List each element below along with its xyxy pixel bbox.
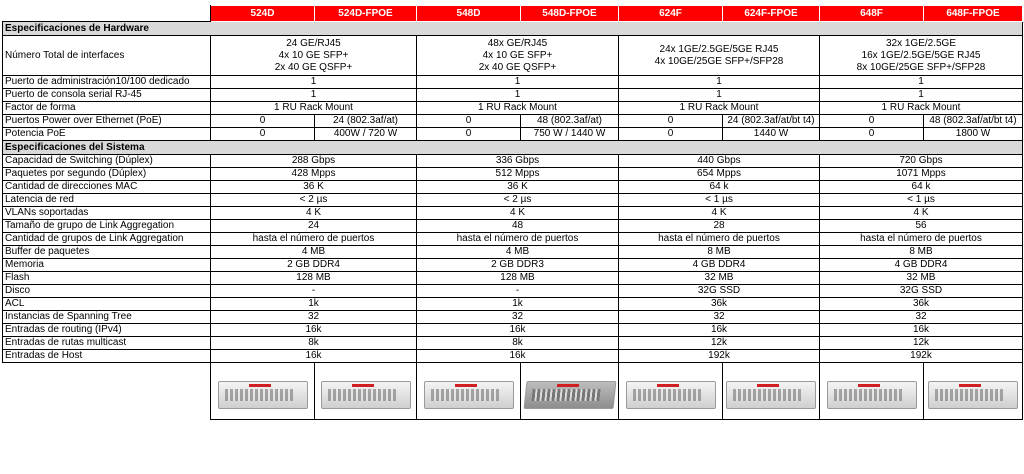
interfaces-cell (619, 36, 820, 76)
row-label: ACL (3, 298, 211, 311)
table-cell: 0 (417, 115, 521, 128)
switch-524D-image (211, 363, 315, 420)
table-cell: 4 K (820, 207, 1023, 220)
spec-table (2, 5, 1023, 420)
product-image-row (3, 363, 1023, 420)
interface-line: 32x 1GE/2.5GE (885, 37, 957, 49)
row-label: Memoria (3, 259, 211, 272)
switch-524D-FPOE-image (315, 363, 417, 420)
table-cell: < 2 µs (211, 194, 417, 207)
table-cell: 1440 W (723, 128, 820, 141)
table-cell: 32 MB (619, 272, 820, 285)
table-cell: 32G SSD (820, 285, 1023, 298)
table-row (3, 220, 1023, 233)
section-row (3, 22, 1023, 36)
table-cell: 32 MB (820, 272, 1023, 285)
switch-548D-FPOE-image (521, 363, 619, 420)
table-cell: 1 (211, 76, 417, 89)
table-cell: 16k (820, 324, 1023, 337)
table-cell: 512 Mpps (417, 168, 619, 181)
row-label: Puerto de consola serial RJ-45 (3, 89, 211, 102)
section-title-hardware: Especificaciones de Hardware (3, 22, 1023, 36)
table-row (3, 89, 1023, 102)
table-cell: 36k (820, 298, 1023, 311)
interfaces-cell (211, 36, 417, 76)
table-cell: 36 K (211, 181, 417, 194)
model-header: 548D-FPOE (521, 6, 619, 22)
table-cell: hasta el número de puertos (619, 233, 820, 246)
table-cell: < 1 µs (619, 194, 820, 207)
model-header: 524D-FPOE (315, 6, 417, 22)
row-label: Puertos Power over Ethernet (PoE) (3, 115, 211, 128)
table-cell: 0 (619, 128, 723, 141)
table-row (3, 36, 1023, 76)
table-cell: 36k (619, 298, 820, 311)
table-cell: - (211, 285, 417, 298)
table-cell: 1 RU Rack Mount (820, 102, 1023, 115)
table-cell: 32 (820, 311, 1023, 324)
table-row (3, 115, 1023, 128)
table-row (3, 298, 1023, 311)
table-cell: 288 Gbps (211, 155, 417, 168)
table-cell: 192k (820, 350, 1023, 363)
row-label: Factor de forma (3, 102, 211, 115)
row-label: Buffer de paquetes (3, 246, 211, 259)
table-cell: 64 k (820, 181, 1023, 194)
table-cell: 0 (211, 128, 315, 141)
interfaces-cell (820, 36, 1023, 76)
table-row (3, 337, 1023, 350)
table-row (3, 324, 1023, 337)
table-cell: 4 MB (417, 246, 619, 259)
row-label: Instancias de Spanning Tree (3, 311, 211, 324)
table-row (3, 259, 1023, 272)
row-label: Número Total de interfaces (3, 36, 211, 76)
model-header: 624F-FPOE (723, 6, 820, 22)
table-row (3, 246, 1023, 259)
table-row (3, 76, 1023, 89)
table-cell: 64 k (619, 181, 820, 194)
table-row (3, 311, 1023, 324)
interface-line: 48x GE/RJ45 (487, 37, 548, 49)
table-cell: 12k (820, 337, 1023, 350)
table-cell: 336 Gbps (417, 155, 619, 168)
interface-line: 2x 40 GE QSFP+ (274, 61, 353, 73)
row-label: Entradas de routing (IPv4) (3, 324, 211, 337)
table-row (3, 233, 1023, 246)
table-row (3, 207, 1023, 220)
image-row-corner (3, 363, 211, 420)
row-label: Entradas de rutas multicast (3, 337, 211, 350)
row-label: Capacidad de Switching (Dúplex) (3, 155, 211, 168)
table-cell: 0 (211, 115, 315, 128)
table-cell: 12k (619, 337, 820, 350)
row-label: VLANs soportadas (3, 207, 211, 220)
table-cell: 16k (211, 350, 417, 363)
table-cell: 750 W / 1440 W (521, 128, 619, 141)
table-row (3, 285, 1023, 298)
table-cell: 48 (802.3af/at) (521, 115, 619, 128)
table-cell: 1 (211, 89, 417, 102)
table-cell: 8k (417, 337, 619, 350)
table-cell: 192k (619, 350, 820, 363)
row-label: Paquetes por segundo (Dúplex) (3, 168, 211, 181)
table-row (3, 168, 1023, 181)
table-cell: < 2 µs (417, 194, 619, 207)
model-header-row (3, 6, 1023, 22)
table-row (3, 194, 1023, 207)
table-cell: 32 (417, 311, 619, 324)
table-cell: 0 (820, 128, 924, 141)
row-label: Puerto de administración10/100 dedicado (3, 76, 211, 89)
row-label: Cantidad de direcciones MAC (3, 181, 211, 194)
table-cell: 1 (820, 89, 1023, 102)
table-cell: 48 (417, 220, 619, 233)
table-cell: 4 K (619, 207, 820, 220)
table-cell: 1 (417, 76, 619, 89)
table-cell: 8 MB (619, 246, 820, 259)
table-cell: 24 (802.3af/at/bt t4) (723, 115, 820, 128)
table-cell: 32 (619, 311, 820, 324)
switch-648F-image (820, 363, 924, 420)
table-cell: 0 (619, 115, 723, 128)
row-label: Flash (3, 272, 211, 285)
table-cell: 32G SSD (619, 285, 820, 298)
table-cell: 8k (211, 337, 417, 350)
table-row (3, 350, 1023, 363)
table-cell: hasta el número de puertos (417, 233, 619, 246)
table-cell: 24 (802.3af/at) (315, 115, 417, 128)
table-cell: 16k (417, 350, 619, 363)
interface-line: 4x 10 GE SFP+ (482, 49, 553, 61)
row-label: Tamaño de grupo de Link Aggregation (3, 220, 211, 233)
table-cell: < 1 µs (820, 194, 1023, 207)
table-cell: 1 RU Rack Mount (211, 102, 417, 115)
table-cell: 16k (619, 324, 820, 337)
table-cell: hasta el número de puertos (211, 233, 417, 246)
table-cell: 1 (417, 89, 619, 102)
table-cell: 1 (619, 76, 820, 89)
interfaces-cell (417, 36, 619, 76)
table-cell: 1071 Mpps (820, 168, 1023, 181)
table-cell: 1 RU Rack Mount (619, 102, 820, 115)
table-cell: 4 GB DDR4 (820, 259, 1023, 272)
table-cell: 4 MB (211, 246, 417, 259)
row-label: Entradas de Host (3, 350, 211, 363)
table-cell: 28 (619, 220, 820, 233)
table-row (3, 181, 1023, 194)
model-header: 548D (417, 6, 521, 22)
table-cell: 16k (211, 324, 417, 337)
table-cell: 1 (820, 76, 1023, 89)
interface-line: 4x 10GE/25GE SFP+/SFP28 (654, 55, 784, 67)
table-cell: 2 GB DDR4 (211, 259, 417, 272)
row-label: Disco (3, 285, 211, 298)
model-header: 624F (619, 6, 723, 22)
table-row (3, 155, 1023, 168)
table-cell: 128 MB (417, 272, 619, 285)
table-cell: 36 K (417, 181, 619, 194)
row-label: Latencia de red (3, 194, 211, 207)
interface-line: 2x 40 GE QSFP+ (478, 61, 557, 73)
table-cell: 2 GB DDR3 (417, 259, 619, 272)
switch-624F-FPOE-image (723, 363, 820, 420)
interface-line: 8x 10GE/25GE SFP+/SFP28 (856, 61, 986, 73)
switch-648F-FPOE-image (924, 363, 1023, 420)
section-title-system: Especificaciones del Sistema (3, 141, 1023, 155)
table-cell: 48 (802.3af/at/bt t4) (924, 115, 1023, 128)
header-corner (3, 6, 211, 22)
row-label: Cantidad de grupos de Link Aggregation (3, 233, 211, 246)
table-cell: hasta el número de puertos (820, 233, 1023, 246)
row-label: Potencia PoE (3, 128, 211, 141)
table-cell: 1k (211, 298, 417, 311)
table-cell: 32 (211, 311, 417, 324)
table-row (3, 128, 1023, 141)
switch-548D-image (417, 363, 521, 420)
table-cell: 4 K (211, 207, 417, 220)
table-cell: - (417, 285, 619, 298)
interface-line: 24 GE/RJ45 (286, 37, 341, 49)
table-cell: 4 GB DDR4 (619, 259, 820, 272)
model-header: 648F-FPOE (924, 6, 1023, 22)
table-cell: 4 K (417, 207, 619, 220)
table-cell: 16k (417, 324, 619, 337)
section-row (3, 141, 1023, 155)
table-cell: 1k (417, 298, 619, 311)
table-cell: 24 (211, 220, 417, 233)
table-cell: 428 Mpps (211, 168, 417, 181)
table-cell: 1800 W (924, 128, 1023, 141)
table-cell: 56 (820, 220, 1023, 233)
table-cell: 400W / 720 W (315, 128, 417, 141)
table-cell: 0 (417, 128, 521, 141)
interface-line: 16x 1GE/2.5GE/5GE RJ45 (861, 49, 981, 61)
table-cell: 654 Mpps (619, 168, 820, 181)
table-cell: 1 RU Rack Mount (417, 102, 619, 115)
table-cell: 720 Gbps (820, 155, 1023, 168)
table-cell: 128 MB (211, 272, 417, 285)
switch-624F-image (619, 363, 723, 420)
table-cell: 1 (619, 89, 820, 102)
table-row (3, 102, 1023, 115)
table-cell: 8 MB (820, 246, 1023, 259)
model-header: 648F (820, 6, 924, 22)
table-row (3, 272, 1023, 285)
interface-line: 4x 10 GE SFP+ (278, 49, 349, 61)
interface-line: 24x 1GE/2.5GE/5GE RJ45 (659, 43, 779, 55)
table-cell: 0 (820, 115, 924, 128)
table-cell: 440 Gbps (619, 155, 820, 168)
model-header: 524D (211, 6, 315, 22)
